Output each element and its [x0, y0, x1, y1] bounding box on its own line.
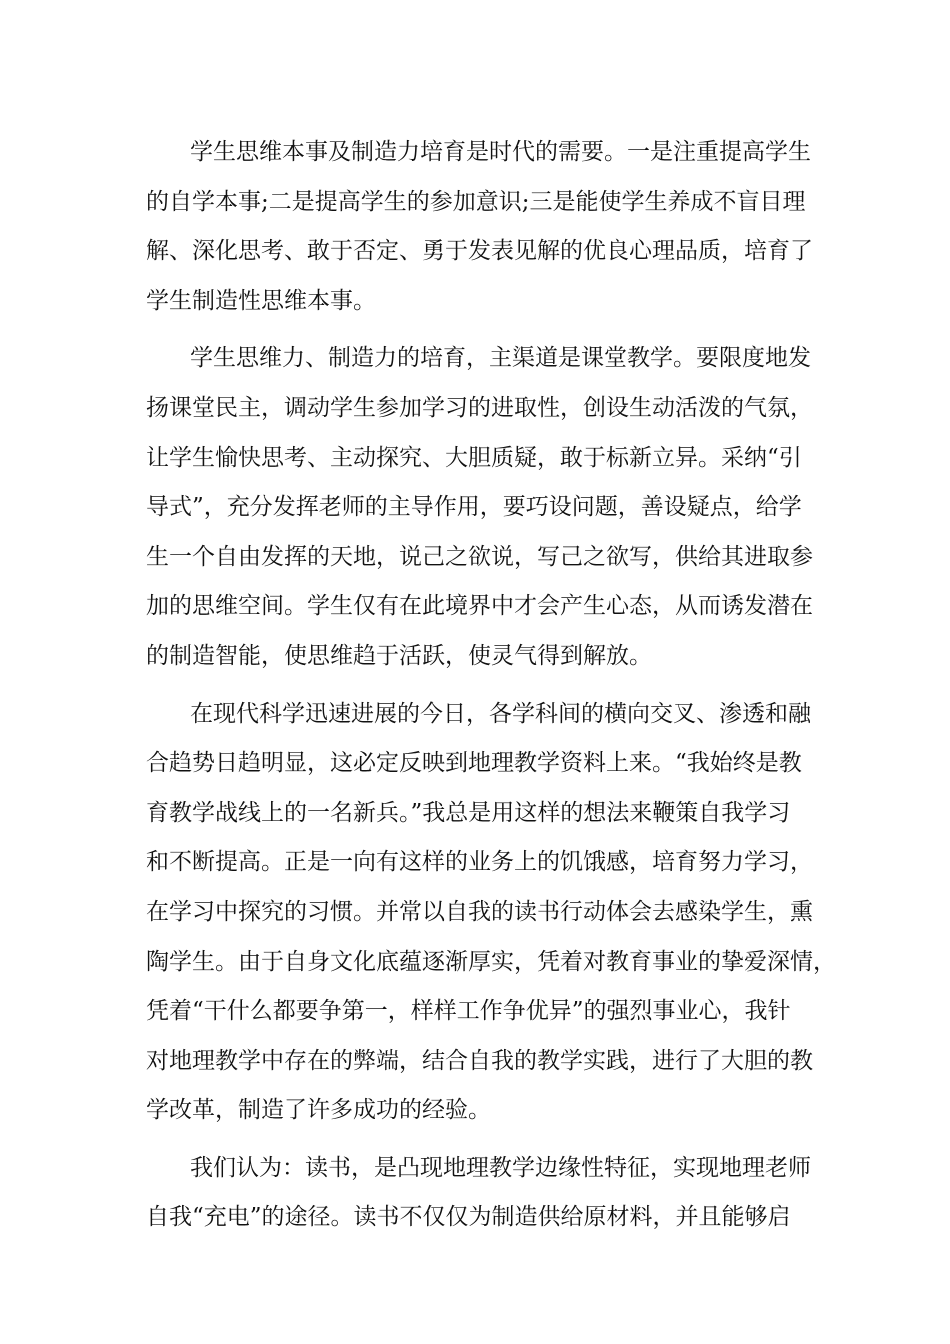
paragraph-line: 陶学生。由于自身文化底蕴逐渐厚实，凭着对教育事业的挚爱深情， — [146, 948, 836, 975]
paragraph-line: 的制造智能，使思维趋于活跃，使灵气得到解放。 — [146, 642, 652, 669]
paragraph-line: 我们认为：读书，是凸现地理教学边缘性特征，实现地理老师 — [190, 1154, 811, 1181]
paragraph-gap — [146, 1136, 826, 1144]
paragraph-line: 学生思维本事及制造力培育是时代的需要。一是注重提高学生 — [190, 139, 811, 165]
paragraph-line: 自我“充电”的途径。读书不仅仅为制造供给原材料，并且能够启 — [146, 1204, 791, 1231]
paragraph-line: 合趋势日趋明显，这必定反映到地理教学资料上来。“我始终是教 — [146, 750, 802, 777]
paragraph-1 — [146, 128, 826, 326]
paragraph-line: 扬课堂民主，调动学生参加学习的进取性，创设生动活泼的气氛， — [146, 394, 813, 421]
paragraph-line: 在现代科学迅速进展的今日，各学科间的横向交叉、渗透和融 — [190, 700, 811, 727]
paragraph-line: 的自学本事;二是提高学生的参加意识;三是能使学生养成不盲目理 — [146, 188, 806, 215]
paragraph-line: 生一个自由发挥的天地，说己之欲说，写己之欲写，供给其进取参 — [146, 543, 813, 570]
paragraph-line: 学改革，制造了许多成功的经验。 — [146, 1097, 491, 1124]
paragraph-line: 让学生愉快思考、主动探究、大胆质疑，敢于标新立异。采纳“引 — [146, 444, 802, 471]
paragraph-line: 对地理教学中存在的弊端，结合自我的教学实践，进行了大胆的教 — [146, 1047, 813, 1074]
paragraph-line: 和不断提高。正是一向有这样的业务上的饥饿感，培育努力学习， — [146, 849, 813, 876]
paragraph-line: 解、深化思考、敢于否定、勇于发表见解的优良心理品质，培育了 — [146, 238, 813, 265]
paragraph-line: 加的思维空间。学生仅有在此境界中才会产生心态，从而诱发潜在 — [146, 593, 813, 620]
paragraph-3 — [146, 690, 836, 1136]
paragraph-line: 学生思维力、制造力的培育，主渠道是课堂教学。要限度地发 — [190, 345, 811, 372]
paragraph-4 — [146, 1144, 826, 1243]
paragraph-line: 学生制造性思维本事。 — [146, 287, 376, 314]
paragraph-gap — [146, 682, 826, 690]
paragraph-line: 在学习中探究的习惯。并常以自我的读书行动体会去感染学生，熏 — [146, 898, 813, 925]
paragraph-line: 凭着“干什么都要争第一，样样工作争优异”的强烈事业心，我针 — [146, 998, 791, 1025]
paragraph-line: 导式”，充分发挥老师的主导作用，要巧设问题，善设疑点，给学 — [146, 494, 802, 521]
document-body — [146, 128, 836, 1243]
paragraph-line: 育教学战线上的一名新兵。”我总是用这样的想法来鞭策自我学习 — [146, 799, 791, 826]
paragraph-2 — [146, 334, 826, 681]
paragraph-gap — [146, 326, 826, 334]
